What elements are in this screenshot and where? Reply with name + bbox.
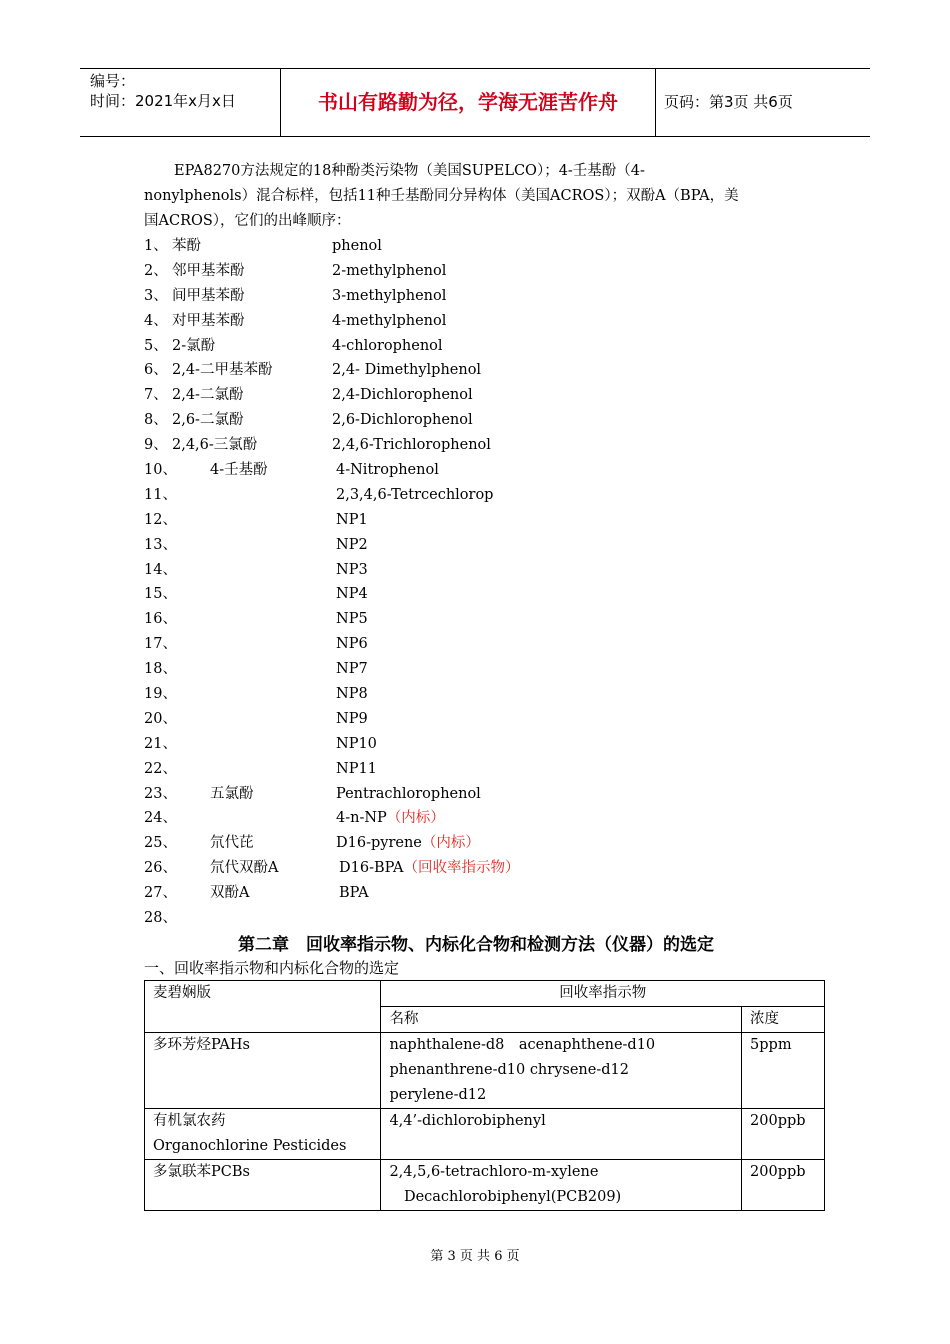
- list-item-number: 21、: [144, 735, 177, 752]
- list-item-english-text: 2,6-Dichlorophenol: [332, 412, 473, 429]
- list-item-english-name: [336, 607, 368, 632]
- list-item-english-text: NP2: [336, 536, 368, 553]
- table-row: [145, 1109, 825, 1160]
- list-item-english-name: [332, 433, 491, 458]
- list-item-number: 25、: [144, 835, 177, 852]
- list-item-english-name: [336, 732, 377, 757]
- list-item-number: 26、: [144, 860, 177, 877]
- intro-paragraph: [144, 159, 824, 234]
- list-item: [144, 558, 824, 583]
- table-col-conc: 浓度: [742, 1007, 825, 1033]
- list-item-number: 15、: [144, 586, 177, 603]
- table-cell-concentration: 200ppb: [742, 1109, 825, 1160]
- list-item-number: 6、: [144, 362, 168, 379]
- list-item-english-text: D16-pyrene: [336, 835, 422, 852]
- list-item-english-name: [332, 358, 481, 383]
- table-cell-concentration: 5ppm: [742, 1033, 825, 1109]
- list-item-english-text: NP7: [336, 661, 368, 678]
- list-item-number: 20、: [144, 710, 177, 727]
- table-cell-category: [145, 1109, 381, 1160]
- list-item: [144, 433, 824, 458]
- time-label: 时间：2021年x月x日: [90, 92, 236, 110]
- list-item-number: 2、: [144, 262, 168, 279]
- list-item-number: 4、: [144, 312, 168, 329]
- list-item-english-name: [336, 533, 368, 558]
- list-item: [144, 607, 824, 632]
- list-item-english-name: [332, 334, 443, 359]
- list-item-english-text: NP9: [336, 710, 368, 727]
- list-item-english-name: [336, 806, 445, 831]
- list-item: [144, 806, 824, 831]
- list-item-chinese-name: 2,4-二氯酚: [172, 387, 244, 404]
- list-item-english-text: 4-methylphenol: [332, 312, 447, 329]
- list-item: [144, 284, 824, 309]
- table-cell-name: [381, 1160, 742, 1211]
- list-item-note: （回收率指示物）: [403, 860, 520, 877]
- list-item-number: 1、: [144, 238, 168, 254]
- list-item: [144, 757, 824, 782]
- compound-name-line: phenanthrene-d10 chrysene-d12: [389, 1062, 629, 1078]
- list-item-english-name: [336, 757, 377, 782]
- list-item: [144, 533, 824, 558]
- list-item-number: 10、: [144, 462, 177, 479]
- list-item: [144, 458, 824, 483]
- list-item-chinese-name: 2,4-二甲基苯酚: [172, 362, 273, 379]
- list-item-chinese-name: 氘代双酚A: [210, 860, 279, 877]
- compound-name-line: naphthalene-d8 acenaphthene-d10: [389, 1037, 656, 1053]
- list-item-english-name: [336, 508, 368, 533]
- list-item-english-text: 2,4- Dimethylphenol: [332, 362, 482, 379]
- list-item: [144, 483, 824, 508]
- list-item: [144, 334, 824, 359]
- page-header: [80, 68, 870, 137]
- table-header-row: [145, 981, 825, 1007]
- table-cell-name: [381, 1033, 742, 1109]
- list-item-english-text: NP4: [336, 586, 368, 603]
- list-item-english-name: [339, 856, 520, 881]
- list-item-english-text: 2,4-Dichlorophenol: [332, 387, 473, 404]
- intro-line-2: nonylphenols）混合标样，包括11种壬基酚同分异构体（美国ACROS）；双酚A（BPA，美: [144, 188, 739, 204]
- list-item-chinese-name: 五氯酚: [210, 785, 254, 802]
- list-item-english-text: Pentrachlorophenol: [336, 785, 481, 802]
- list-item-english-text: NP5: [336, 611, 368, 628]
- list-item-number: 5、: [144, 337, 168, 354]
- table-group-header: 回收率指示物: [381, 981, 825, 1007]
- list-item-number: 24、: [144, 810, 177, 827]
- list-item-number: 14、: [144, 561, 177, 578]
- list-item-chinese-name: 4-壬基酚: [210, 462, 268, 479]
- header-page-label: 页码：第3页 共6页: [664, 93, 793, 111]
- list-item-english-text: phenol: [332, 238, 382, 254]
- table-cell-category: [145, 1033, 381, 1109]
- list-item-number: 16、: [144, 611, 177, 628]
- list-item-number: 18、: [144, 661, 177, 678]
- list-item-chinese-name: 氘代芘: [210, 835, 254, 852]
- list-item: [144, 383, 824, 408]
- list-item: [144, 508, 824, 533]
- list-item: [144, 582, 824, 607]
- list-item: [144, 707, 824, 732]
- list-item: [144, 259, 824, 284]
- compound-name-line: 4,4’-dichlorobiphenyl: [389, 1113, 546, 1129]
- list-item-english-name: [336, 483, 493, 508]
- list-item-english-text: NP1: [336, 511, 368, 528]
- recovery-indicator-table: [144, 980, 825, 1211]
- list-item: [144, 682, 824, 707]
- list-item-english-text: NP10: [336, 735, 377, 752]
- list-item-english-text: NP3: [336, 561, 368, 578]
- list-item-english-text: NP11: [336, 760, 377, 777]
- list-item-number: 11、: [144, 486, 177, 503]
- list-item-english-name: [339, 881, 369, 906]
- list-item-english-name: [336, 458, 439, 483]
- compound-name-line: 2,4,5,6-tetrachloro-m-xylene: [389, 1164, 599, 1180]
- list-item: [144, 657, 824, 682]
- list-item-chinese-name: 2-氯酚: [172, 337, 216, 354]
- list-item-english-name: [332, 383, 473, 408]
- table-corner-cell: 麦碧娴版: [145, 981, 381, 1033]
- list-item-chinese-name: 2,4,6-三氯酚: [172, 437, 258, 454]
- list-item-chinese-name: 双酚A: [210, 885, 250, 902]
- compound-list: [144, 234, 824, 931]
- table-row: [145, 1160, 825, 1211]
- section-title: 一、回收率指示物和内标化合物的选定: [144, 959, 400, 977]
- list-item-english-name: [336, 632, 368, 657]
- list-item: [144, 632, 824, 657]
- list-item-english-name: [332, 408, 473, 433]
- list-item-number: 22、: [144, 760, 177, 777]
- serial-label: 编号：: [90, 72, 136, 90]
- list-item-number: 7、: [144, 387, 168, 404]
- list-item-english-text: BPA: [339, 885, 369, 902]
- list-item-english-name: [336, 782, 481, 807]
- compound-name-line: perylene-d12: [389, 1087, 487, 1103]
- table-body: [145, 1033, 825, 1211]
- category-english-label: Organochlorine Pesticides: [153, 1138, 347, 1154]
- category-label: 多氯联苯PCBs: [153, 1164, 250, 1180]
- list-item-number: 3、: [144, 287, 168, 304]
- category-label: 有机氯农药: [153, 1113, 226, 1129]
- list-item-english-text: 4-Nitrophenol: [336, 462, 439, 479]
- list-item-chinese-name: 间甲基苯酚: [172, 287, 245, 304]
- header-motto: 书山有路勤为径，学海无涯苦作舟: [280, 69, 656, 136]
- list-item: [144, 906, 824, 931]
- list-item-english-name: [336, 558, 368, 583]
- list-item: [144, 782, 824, 807]
- list-item-english-text: NP6: [336, 636, 368, 653]
- list-item-english-text: 4-chlorophenol: [332, 337, 443, 354]
- list-item: [144, 732, 824, 757]
- list-item: [144, 309, 824, 334]
- table-row: [145, 1033, 825, 1109]
- list-item-number: 27、: [144, 885, 177, 902]
- list-item-number: 8、: [144, 412, 168, 429]
- table-cell-category: [145, 1160, 381, 1211]
- chapter-title: 第二章 回收率指示物、内标化合物和检测方法（仪器）的选定: [238, 935, 714, 955]
- list-item-english-name: [336, 831, 480, 856]
- list-item-chinese-name: 苯酚: [172, 238, 201, 254]
- list-item-english-name: [336, 682, 368, 707]
- list-item-english-name: [336, 657, 368, 682]
- list-item-english-name: [332, 284, 446, 309]
- list-item-number: 19、: [144, 686, 177, 703]
- list-item-number: 12、: [144, 511, 177, 528]
- list-item: [144, 408, 824, 433]
- list-item-english-text: NP8: [336, 686, 368, 703]
- compound-name-line: Decachlorobiphenyl(PCB209): [389, 1189, 622, 1205]
- intro-line-1: EPA8270方法规定的18种酚类污染物（美国SUPELCO）；4-壬基酚（4-: [174, 163, 645, 179]
- category-label: 多环芳烃PAHs: [153, 1037, 250, 1053]
- list-item-note: （内标）: [386, 810, 445, 827]
- list-item-english-name: [332, 259, 446, 284]
- list-item: [144, 234, 824, 259]
- header-left-cell: [80, 69, 280, 136]
- list-item-english-text: D16-BPA: [339, 860, 404, 877]
- page-footer: 第 3 页 共 6 页: [430, 1249, 520, 1264]
- list-item-number: 17、: [144, 636, 177, 653]
- list-item-english-name: [336, 707, 368, 732]
- table-col-name: 名称: [381, 1007, 742, 1033]
- list-item: [144, 831, 824, 856]
- list-item-english-text: 2,4,6-Trichlorophenol: [332, 437, 491, 454]
- list-item-chinese-name: 对甲基苯酚: [172, 312, 245, 329]
- list-item-number: 9、: [144, 437, 168, 454]
- list-item: [144, 881, 824, 906]
- list-item-english-text: 4-n-NP: [336, 810, 387, 827]
- list-item: [144, 358, 824, 383]
- list-item-number: 23、: [144, 785, 177, 802]
- list-item-english-text: 2-methylphenol: [332, 262, 447, 279]
- intro-line-3: 国ACROS），它们的出峰顺序：: [144, 213, 351, 229]
- list-item-number: 13、: [144, 536, 177, 553]
- list-item-number: 28、: [144, 910, 177, 927]
- list-item-english-name: [332, 234, 382, 259]
- list-item-english-text: 3-methylphenol: [332, 287, 447, 304]
- table-cell-name: [381, 1109, 742, 1160]
- list-item-english-name: [336, 582, 368, 607]
- list-item: [144, 856, 824, 881]
- list-item-chinese-name: 邻甲基苯酚: [172, 262, 245, 279]
- table-cell-concentration: 200ppb: [742, 1160, 825, 1211]
- list-item-english-text: 2,3,4,6-Tetrcechlorop: [336, 486, 494, 503]
- list-item-chinese-name: 2,6-二氯酚: [172, 412, 244, 429]
- list-item-english-name: [332, 309, 446, 334]
- list-item-note: （内标）: [421, 835, 480, 852]
